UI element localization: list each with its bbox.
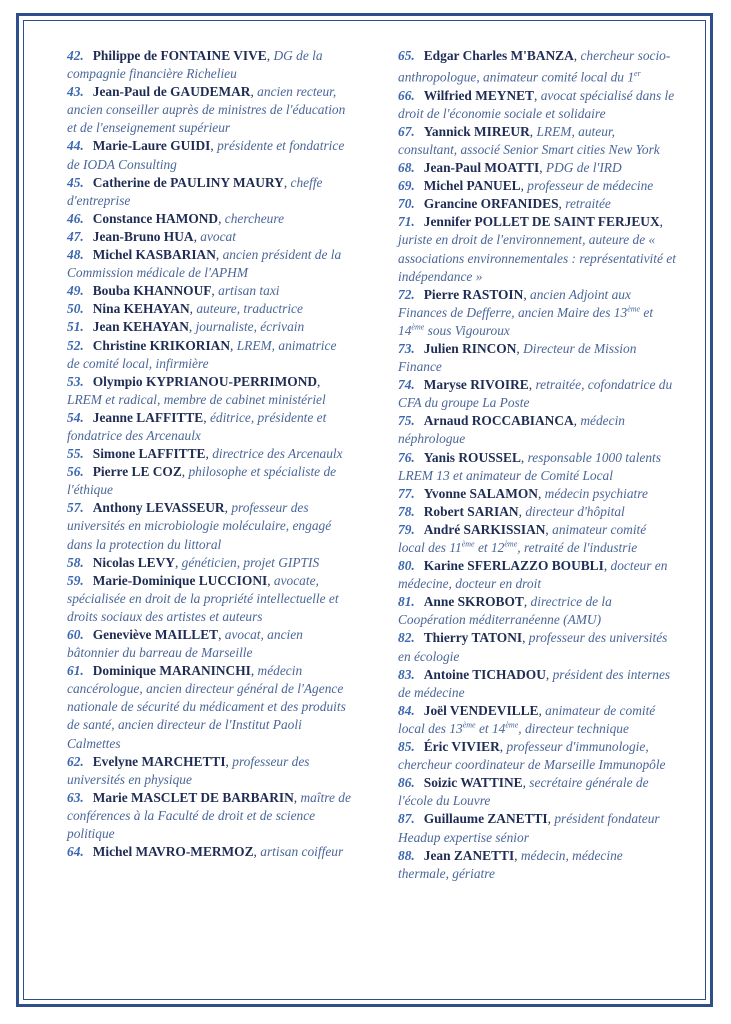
signatory-name: Marie-Laure GUIDI bbox=[92, 138, 211, 154]
signatory-description: LREM et radical, membre de cabinet ministériel bbox=[67, 391, 326, 407]
signatory-description: responsable 1000 talents LREM 13 et animateur de Comité Local bbox=[398, 449, 661, 483]
signatory-entry: 80. Karine SFERLAZZO BOUBLI, docteur en médecine, docteur en droit bbox=[398, 558, 668, 592]
signatory-entry: 86. Soizic WATTINE, secrétaire générale de l'école du Louvre bbox=[398, 775, 649, 809]
entry-number: 51. bbox=[67, 319, 84, 335]
signatory-name: Julien RINCON bbox=[423, 340, 517, 356]
signatory-name: Joël VENDEVILLE bbox=[423, 702, 539, 718]
entry-number: 74. bbox=[398, 377, 415, 393]
signatory-description: retraitée, cofondatrice du CFA du groupe La Poste bbox=[398, 377, 673, 411]
signatory-entry: 65. Edgar Charles M'BANZA, chercheur socio-anthropologue, animateur comité local du 1er bbox=[398, 48, 671, 85]
signatory-description: éditrice, présidente et fondatrice des Arcenaulx bbox=[67, 409, 327, 443]
signatory-entry: 77. Yvonne SALAMON, médecin psychiatre bbox=[398, 485, 648, 501]
entry-number: 56. bbox=[67, 464, 84, 480]
entry-number: 42. bbox=[67, 48, 84, 63]
signatory-description: médecin psychiatre bbox=[544, 485, 648, 501]
signatory-entry: 44. Marie-Laure GUIDI, présidente et fondatrice de IODA Consulting bbox=[67, 138, 345, 172]
signatory-name: Michel KASBARIAN bbox=[92, 247, 216, 263]
signatory-name: Constance HAMOND bbox=[92, 210, 219, 226]
signatory-description: docteur en médecine, docteur en droit bbox=[398, 558, 668, 592]
signatory-entry: 61. Dominique MARANINCHI, médecin cancérologue, ancien directeur général de l'Agence nationale de sécurité du médicament et des produits de santé, ancien directeur de l'Institut Paoli Calmettes bbox=[67, 663, 346, 751]
signatory-entry: 81. Anne SKROBOT, directrice de la Coopération méditerranéenne (AMU) bbox=[398, 594, 612, 628]
entry-number: 78. bbox=[398, 503, 415, 519]
signatory-name: Jean KEHAYAN bbox=[92, 319, 189, 335]
entry-number: 67. bbox=[398, 123, 415, 139]
entry-number: 43. bbox=[67, 84, 84, 100]
entry-number: 79. bbox=[398, 521, 415, 537]
entry-number: 69. bbox=[398, 178, 415, 194]
signatory-name: Karine SFERLAZZO BOUBLI bbox=[423, 558, 604, 574]
signatory-name: Thierry TATONI bbox=[423, 630, 523, 646]
entry-number: 52. bbox=[67, 337, 84, 353]
signatory-entry: 57. Anthony LEVASSEUR, professeur des universités en microbiologie moléculaire, engagé dans la protection du littoral bbox=[67, 500, 332, 552]
entry-number: 53. bbox=[67, 373, 84, 389]
signatory-description: directrice des Arcenaulx bbox=[212, 446, 343, 462]
signatory-description: journaliste, écrivain bbox=[195, 319, 305, 335]
signatory-name: Jennifer POLLET DE SAINT FERJEUX bbox=[423, 214, 660, 230]
signatory-description: juriste en droit de l'environnement, auteure de « associations environnementales : représentativité et indépendance » bbox=[398, 232, 676, 284]
signatory-description: LREM, auteur, consultant, associé Senior Smart cities New York bbox=[398, 123, 660, 157]
signatory-description: PDG de l'IRD bbox=[545, 160, 622, 176]
signatory-name: Jeanne LAFFITTE bbox=[92, 409, 204, 425]
signatory-description: ancien recteur, ancien conseiller auprès de ministres de l'éducation et de l'enseignement supérieur bbox=[67, 84, 346, 136]
signatory-name: Philippe de FONTAINE VIVE bbox=[92, 48, 267, 63]
entry-number: 55. bbox=[67, 446, 84, 462]
signatory-entry: 53. Olympio KYPRIANOU-PERRIMOND, LREM et radical, membre de cabinet ministériel bbox=[67, 373, 326, 407]
entry-number: 60. bbox=[67, 627, 84, 642]
signatory-name: Maryse RIVOIRE bbox=[423, 377, 529, 393]
entry-number: 50. bbox=[67, 301, 84, 317]
entry-number: 57. bbox=[67, 500, 84, 516]
signatory-description: animateur comité local des 11ème et 12ème, retraité de l'industrie bbox=[398, 521, 647, 555]
signatory-description: animateur de comité local des 13ème et 14ème, directeur technique bbox=[398, 702, 656, 736]
signatory-name: Grancine ORFANIDES bbox=[423, 196, 559, 212]
signatory-name: Arnaud ROCCABIANCA bbox=[423, 413, 574, 429]
signatory-description: auteure, traductrice bbox=[196, 301, 303, 317]
signatory-name: Wilfried MEYNET bbox=[423, 87, 534, 103]
signatory-entry: 42. Philippe de FONTAINE VIVE, DG de la compagnie financière Richelieu bbox=[67, 48, 323, 82]
signatory-entry: 75. Arnaud ROCCABIANCA, médecin néphrologue bbox=[398, 413, 625, 447]
signatory-description: ancien président de la Commission médicale de l'APHM bbox=[67, 247, 342, 281]
entry-number: 85. bbox=[398, 739, 415, 755]
signatory-entry: 67. Yannick MIREUR, LREM, auteur, consultant, associé Senior Smart cities New York bbox=[398, 123, 660, 157]
entry-number: 82. bbox=[398, 630, 415, 646]
entry-number: 76. bbox=[398, 449, 415, 465]
signatory-entry: 45. Catherine de PAULINY MAURY, cheffe d'entreprise bbox=[67, 174, 323, 208]
signatory-description: cheffe d'entreprise bbox=[67, 174, 323, 208]
signatory-entry: 72. Pierre RASTOIN, ancien Adjoint aux Finances de Defferre, ancien Maire des 13ème et 14ème sous Vigouroux bbox=[398, 286, 654, 338]
signatory-name: Bouba KHANNOUF bbox=[92, 283, 212, 299]
signatory-entry: 83. Antoine TICHADOU, président des internes de médecine bbox=[398, 666, 671, 700]
signatory-name: Anthony LEVASSEUR bbox=[92, 500, 225, 516]
signatory-name: Yvonne SALAMON bbox=[423, 485, 538, 501]
signatory-entry: 85. Éric VIVIER, professeur d'immunologie, chercheur coordinateur de Marseille Immunopôle bbox=[398, 739, 666, 773]
signatory-entry: 84. Joël VENDEVILLE, animateur de comité local des 13ème et 14ème, directeur technique bbox=[398, 702, 656, 736]
signatory-description: maître de conférences à la Faculté de droit et de science politique bbox=[67, 789, 351, 842]
signatory-name: Geneviève MAILLET bbox=[92, 627, 219, 642]
signatory-name: Christine KRIKORIAN bbox=[92, 337, 231, 353]
signatory-entry: 51. Jean KEHAYAN, journaliste, écrivain bbox=[67, 319, 305, 335]
entry-number: 72. bbox=[398, 286, 415, 302]
signatory-description: médecin cancérologue, ancien directeur général de l'Agence nationale de sécurité du médicament et des produits de santé, ancien directeur de l'Institut Paoli Calmettes bbox=[67, 663, 346, 751]
entry-number: 88. bbox=[398, 847, 415, 863]
entry-number: 61. bbox=[67, 663, 84, 679]
entry-number: 45. bbox=[67, 174, 84, 190]
entry-number: 87. bbox=[398, 811, 415, 827]
signatory-description: professeur des universités en écologie bbox=[398, 630, 668, 664]
signatory-name: Nicolas LEVY bbox=[92, 554, 175, 570]
entry-number: 86. bbox=[398, 775, 415, 791]
signatory-entry: 87. Guillaume ZANETTI, président fondateur Headup expertise sénior bbox=[398, 811, 660, 845]
signatory-name: Jean-Paul MOATTI bbox=[423, 160, 540, 176]
signatory-name: Robert SARIAN bbox=[423, 503, 519, 519]
signatory-entry: 68. Jean-Paul MOATTI, PDG de l'IRD bbox=[398, 160, 622, 176]
signatory-entry: 82. Thierry TATONI, professeur des universités en écologie bbox=[398, 630, 668, 664]
signatory-description: présidente et fondatrice de IODA Consulting bbox=[67, 138, 345, 172]
signatory-name: Nina KEHAYAN bbox=[92, 301, 190, 317]
signatory-entry: 88. Jean ZANETTI, médecin, médecine thermale, gériatre bbox=[398, 847, 623, 881]
signatory-name: Marie MASCLET DE BARBARIN bbox=[92, 789, 294, 805]
entry-number: 68. bbox=[398, 160, 415, 176]
entry-number: 70. bbox=[398, 196, 415, 212]
entry-number: 80. bbox=[398, 558, 415, 574]
entry-number: 54. bbox=[67, 409, 84, 425]
signatory-entry: 76. Yanis ROUSSEL, responsable 1000 talents LREM 13 et animateur de Comité Local bbox=[398, 449, 661, 483]
signatory-description: professeur de médecine bbox=[527, 178, 654, 194]
signatory-entry: 78. Robert SARIAN, directeur d'hôpital bbox=[398, 503, 625, 519]
signatory-name: Michel PANUEL bbox=[423, 178, 521, 194]
entry-number: 83. bbox=[398, 666, 415, 682]
entry-number: 47. bbox=[67, 228, 84, 244]
signatory-entry: 58. Nicolas LEVY, généticien, projet GIPTIS bbox=[67, 554, 320, 570]
ordinal-superscript: er bbox=[634, 69, 641, 79]
signatory-name: Jean ZANETTI bbox=[423, 847, 515, 863]
signatory-name: Jean-Paul de GAUDEMAR bbox=[92, 84, 251, 100]
entry-number: 63. bbox=[67, 789, 84, 805]
signatory-description: professeur des universités en microbiologie moléculaire, engagé dans la protection du littoral bbox=[67, 500, 332, 552]
signatory-name: Anne SKROBOT bbox=[423, 594, 524, 610]
signatory-entry: 62. Evelyne MARCHETTI, professeur des universités en physique bbox=[67, 753, 310, 787]
signatory-name: Guillaume ZANETTI bbox=[423, 811, 548, 827]
signatory-description: chercheur socio-anthropologue, animateur comité local du 1 bbox=[398, 48, 671, 85]
signatory-description: LREM, animatrice de comité local, infirmière bbox=[67, 337, 337, 371]
signatory-entry: 64. Michel MAVRO-MERMOZ, artisan coiffeur bbox=[67, 844, 344, 860]
signatory-name: Michel MAVRO-MERMOZ bbox=[92, 844, 254, 860]
signatory-entry: 79. André SARKISSIAN, animateur comité local des 11ème et 12ème, retraité de l'industrie bbox=[398, 521, 647, 555]
signatory-description: président des internes de médecine bbox=[398, 666, 671, 700]
entry-number: 66. bbox=[398, 87, 415, 103]
signatory-entry: 63. Marie MASCLET DE BARBARIN, maître de conférences à la Faculté de droit et de science politique bbox=[67, 789, 351, 842]
signatory-description: artisan coiffeur bbox=[260, 844, 344, 860]
entry-number: 65. bbox=[398, 48, 415, 63]
signatory-entry: 69. Michel PANUEL, professeur de médecine bbox=[398, 178, 654, 194]
entry-number: 58. bbox=[67, 554, 84, 570]
signatory-description: artisan taxi bbox=[218, 283, 280, 299]
signatory-name: Pierre RASTOIN bbox=[423, 286, 524, 302]
entry-number: 44. bbox=[67, 138, 84, 154]
signatory-name: Soizic WATTINE bbox=[423, 775, 523, 791]
signatory-entry: 43. Jean-Paul de GAUDEMAR, ancien recteur, ancien conseiller auprès de ministres de l'éducation et de l'enseignement supérieur bbox=[67, 84, 346, 136]
signatory-name: Edgar Charles M'BANZA bbox=[423, 48, 574, 63]
signatory-entry: 54. Jeanne LAFFITTE, éditrice, présidente et fondatrice des Arcenaulx bbox=[67, 409, 327, 443]
signatory-description: professeur des universités en physique bbox=[67, 753, 310, 787]
entry-number: 59. bbox=[67, 572, 84, 588]
signatory-entry: 52. Christine KRIKORIAN, LREM, animatrice de comité local, infirmière bbox=[67, 337, 337, 371]
signatory-description: généticien, projet GIPTIS bbox=[181, 554, 320, 570]
signatory-entry: 49. Bouba KHANNOUF, artisan taxi bbox=[67, 283, 280, 299]
entry-number: 71. bbox=[398, 214, 415, 230]
signatory-description: professeur d'immunologie, chercheur coordinateur de Marseille Immunopôle bbox=[398, 739, 666, 773]
entry-number: 49. bbox=[67, 283, 84, 299]
signatory-description: secrétaire générale de l'école du Louvre bbox=[398, 775, 649, 809]
signatory-description: Directeur de Mission Finance bbox=[398, 340, 637, 375]
signatory-description: avocat spécialisé dans le droit de l'économie sociale et solidaire bbox=[398, 87, 675, 121]
signatory-entry: 60. Geneviève MAILLET, avocat, ancien bâtonnier du barreau de Marseille bbox=[67, 627, 303, 661]
signatory-name: Olympio KYPRIANOU-PERRIMOND bbox=[92, 373, 318, 389]
signatory-entry: 46. Constance HAMOND, chercheure bbox=[67, 210, 285, 226]
signatory-name: Yanis ROUSSEL bbox=[423, 449, 521, 465]
signatory-name: Dominique MARANINCHI bbox=[92, 663, 251, 679]
signatory-name: Simone LAFFITTE bbox=[92, 446, 206, 462]
entry-number: 48. bbox=[67, 247, 84, 263]
signatory-description: philosophe et spécialiste de l'éthique bbox=[67, 464, 337, 498]
entry-number: 75. bbox=[398, 413, 415, 429]
signatory-description: directrice de la Coopération méditerranéenne (AMU) bbox=[398, 594, 612, 628]
signatory-entry: 48. Michel KASBARIAN, ancien président de la Commission médicale de l'APHM bbox=[67, 247, 342, 281]
signatory-entry: 74. Maryse RIVOIRE, retraitée, cofondatrice du CFA du groupe La Poste bbox=[398, 377, 673, 411]
signatory-entry: 55. Simone LAFFITTE, directrice des Arcenaulx bbox=[67, 446, 343, 462]
signatory-description: ancien Adjoint aux Finances de Defferre, ancien Maire des 13ème et 14ème sous Vigouroux bbox=[398, 286, 654, 338]
signatory-entry: 66. Wilfried MEYNET, avocat spécialisé dans le droit de l'économie sociale et solidaire bbox=[398, 87, 675, 121]
signatory-description: président fondateur Headup expertise sénior bbox=[398, 811, 660, 845]
signatory-name: Yannick MIREUR bbox=[423, 123, 530, 139]
signatory-list-left-column bbox=[67, 47, 352, 861]
entry-number: 62. bbox=[67, 753, 84, 769]
signatory-description: médecin, médecine thermale, gériatre bbox=[398, 847, 623, 881]
entry-number: 64. bbox=[67, 844, 84, 860]
entry-number: 73. bbox=[398, 340, 415, 356]
entry-number: 46. bbox=[67, 210, 84, 226]
signatory-description: avocat, ancien bâtonnier du barreau de Marseille bbox=[67, 627, 303, 661]
signatory-description: avocate, spécialisée en droit de la propriété intellectuelle et droits sociaux des artistes et auteurs bbox=[67, 572, 339, 624]
signatory-entry: 56. Pierre LE COZ, philosophe et spécialiste de l'éthique bbox=[67, 464, 337, 498]
signatory-name: Antoine TICHADOU bbox=[423, 666, 546, 682]
signatory-name: Catherine de PAULINY MAURY bbox=[92, 174, 284, 190]
entry-number: 84. bbox=[398, 702, 415, 718]
signatory-description: directeur d'hôpital bbox=[525, 503, 625, 519]
signatory-entry: 71. Jennifer POLLET DE SAINT FERJEUX, juriste en droit de l'environnement, auteure de « associations environnementales : représentativité et indépendance » bbox=[398, 214, 676, 284]
signatory-name: Jean-Bruno HUA bbox=[92, 228, 194, 244]
signatory-description: DG de la compagnie financière Richelieu bbox=[67, 48, 323, 82]
signatory-name: Pierre LE COZ bbox=[92, 464, 182, 480]
signatory-name: Éric VIVIER bbox=[423, 739, 500, 755]
signatory-entry: 47. Jean-Bruno HUA, avocat bbox=[67, 228, 236, 244]
signatory-description: médecin néphrologue bbox=[398, 413, 625, 447]
entry-number: 77. bbox=[398, 485, 415, 501]
entry-number: 81. bbox=[398, 594, 415, 610]
signatory-description: retraitée bbox=[565, 196, 611, 212]
signatory-name: André SARKISSIAN bbox=[423, 521, 546, 537]
signatory-entry: 50. Nina KEHAYAN, auteure, traductrice bbox=[67, 301, 303, 317]
signatory-name: Evelyne MARCHETTI bbox=[92, 753, 226, 769]
signatory-entry: 59. Marie-Dominique LUCCIONI, avocate, spécialisée en droit de la propriété intellectuelle et droits sociaux des artistes et auteurs bbox=[67, 572, 339, 624]
signatory-name: Marie-Dominique LUCCIONI bbox=[92, 572, 268, 588]
signatory-description: chercheure bbox=[224, 210, 285, 226]
signatory-entry: 73. Julien RINCON, Directeur de Mission Finance bbox=[398, 340, 637, 375]
signatory-list-right-column bbox=[398, 47, 676, 883]
signatory-entry: 70. Grancine ORFANIDES, retraitée bbox=[398, 196, 611, 212]
signatory-description: avocat bbox=[200, 228, 236, 244]
